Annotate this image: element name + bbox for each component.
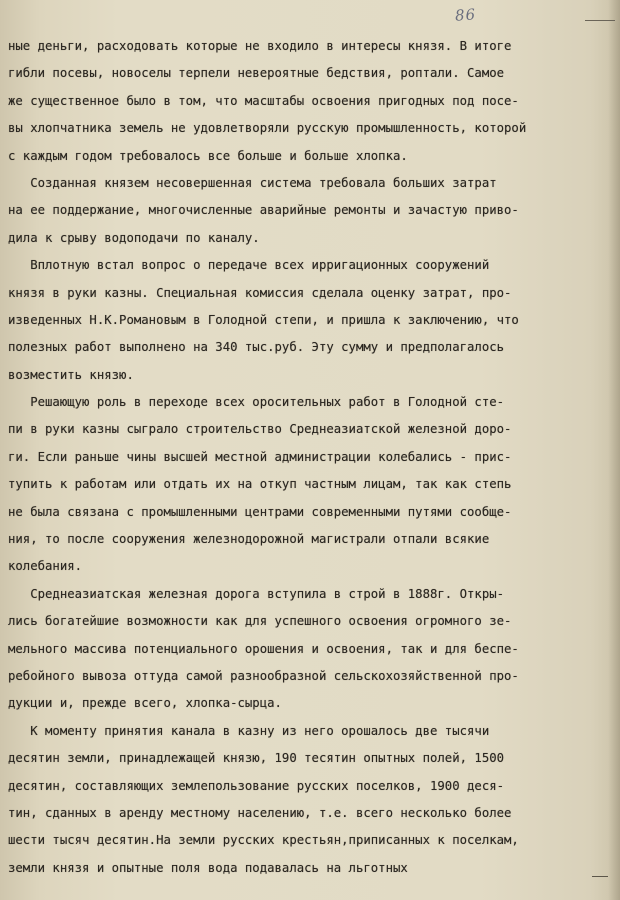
page-number: 86 [454,5,477,25]
text-line: изведенных Н.К.Романовым в Голодной степи, и пришла к заключению, что [8,312,519,327]
text-line: князя в руки казны. Специальная комиссия сделала оценку затрат, про- [8,285,512,300]
typewritten-text [8,33,608,882]
text-line: ния, то после сооружения железнодорожной магистрали отпали всякие [8,532,490,547]
text-line: гибли посевы, новоселы терпели невероятные бедствия, роптали. Самое [8,66,505,81]
text-line: лись богатейшие возможности как для успешного освоения огромного зе- [8,614,512,629]
text-line: ные деньги, расходовать которые не входило в интересы князя. В итоге [8,39,512,53]
text-line: К моменту принятия канала в казну из него орошалось две тысячи [8,723,490,738]
text-line: вы хлопчатника земель не удовлетворяли русскую промышленность, которой [8,121,527,136]
text-line: не была связана с промышленными центрами современными путями сообще- [8,504,512,519]
text-line: шести тысяч десятин.На земли русских крестьян,приписанных к поселкам, [8,833,519,848]
text-line: же существенное было в том, что масштабы освоения пригодных под посе- [8,93,519,108]
text-line: земли князя и опытные поля вода подавалась на льготных [8,860,408,875]
text-line: дукции и, прежде всего, хлопка-сырца. [8,696,282,711]
text-line: ги. Если раньше чины высшей местной администрации колебались - прис- [8,449,512,464]
text-line: Среднеазиатская железная дорога вступила в строй в 1888г. Откры- [8,586,505,601]
text-line: дила к срыву водоподачи по каналу. [8,230,260,245]
text-line: десятин земли, принадлежащей князю, 190 тесятин опытных полей, 1500 [8,751,505,766]
text-line: возместить князю. [8,367,134,382]
text-line: пи в руки казны сыграло строительство Среднеазиатской железной доро- [8,422,512,437]
text-line: полезных работ выполнено на 340 тыс.руб. Эту сумму и предполагалось [8,340,505,355]
text-line: мельного массива потенциального орошения и освоения, так и для беспе- [8,641,519,656]
text-line: ребойного вывоза оттуда самой разнообразной сельскохозяйственной про- [8,668,519,683]
text-line: на ее поддержание, многочисленные аварийные ремонты и зачастую приво- [8,203,519,218]
page-edge-shadow [608,0,620,900]
text-line: Решающую роль в переходе всех оросительных работ в Голодной сте- [8,395,505,410]
text-line: с каждым годом требовалось все больше и больше хлопка. [8,148,408,163]
text-line: тин, сданных в аренду местному населению, т.е. всего несколько более [8,805,512,820]
text-line: десятин, составляющих землепользование русских поселков, 1900 деся- [8,778,505,793]
text-line: Созданная князем несовершенная система требовала больших затрат [8,175,497,190]
margin-mark-top [585,20,615,21]
text-line: Вплотную встал вопрос о передаче всех ирригационных сооружений [8,258,490,273]
text-line: колебания. [8,559,83,574]
text-line: тупить к работам или отдать их на откуп частным лицам, так как степь [8,477,512,492]
